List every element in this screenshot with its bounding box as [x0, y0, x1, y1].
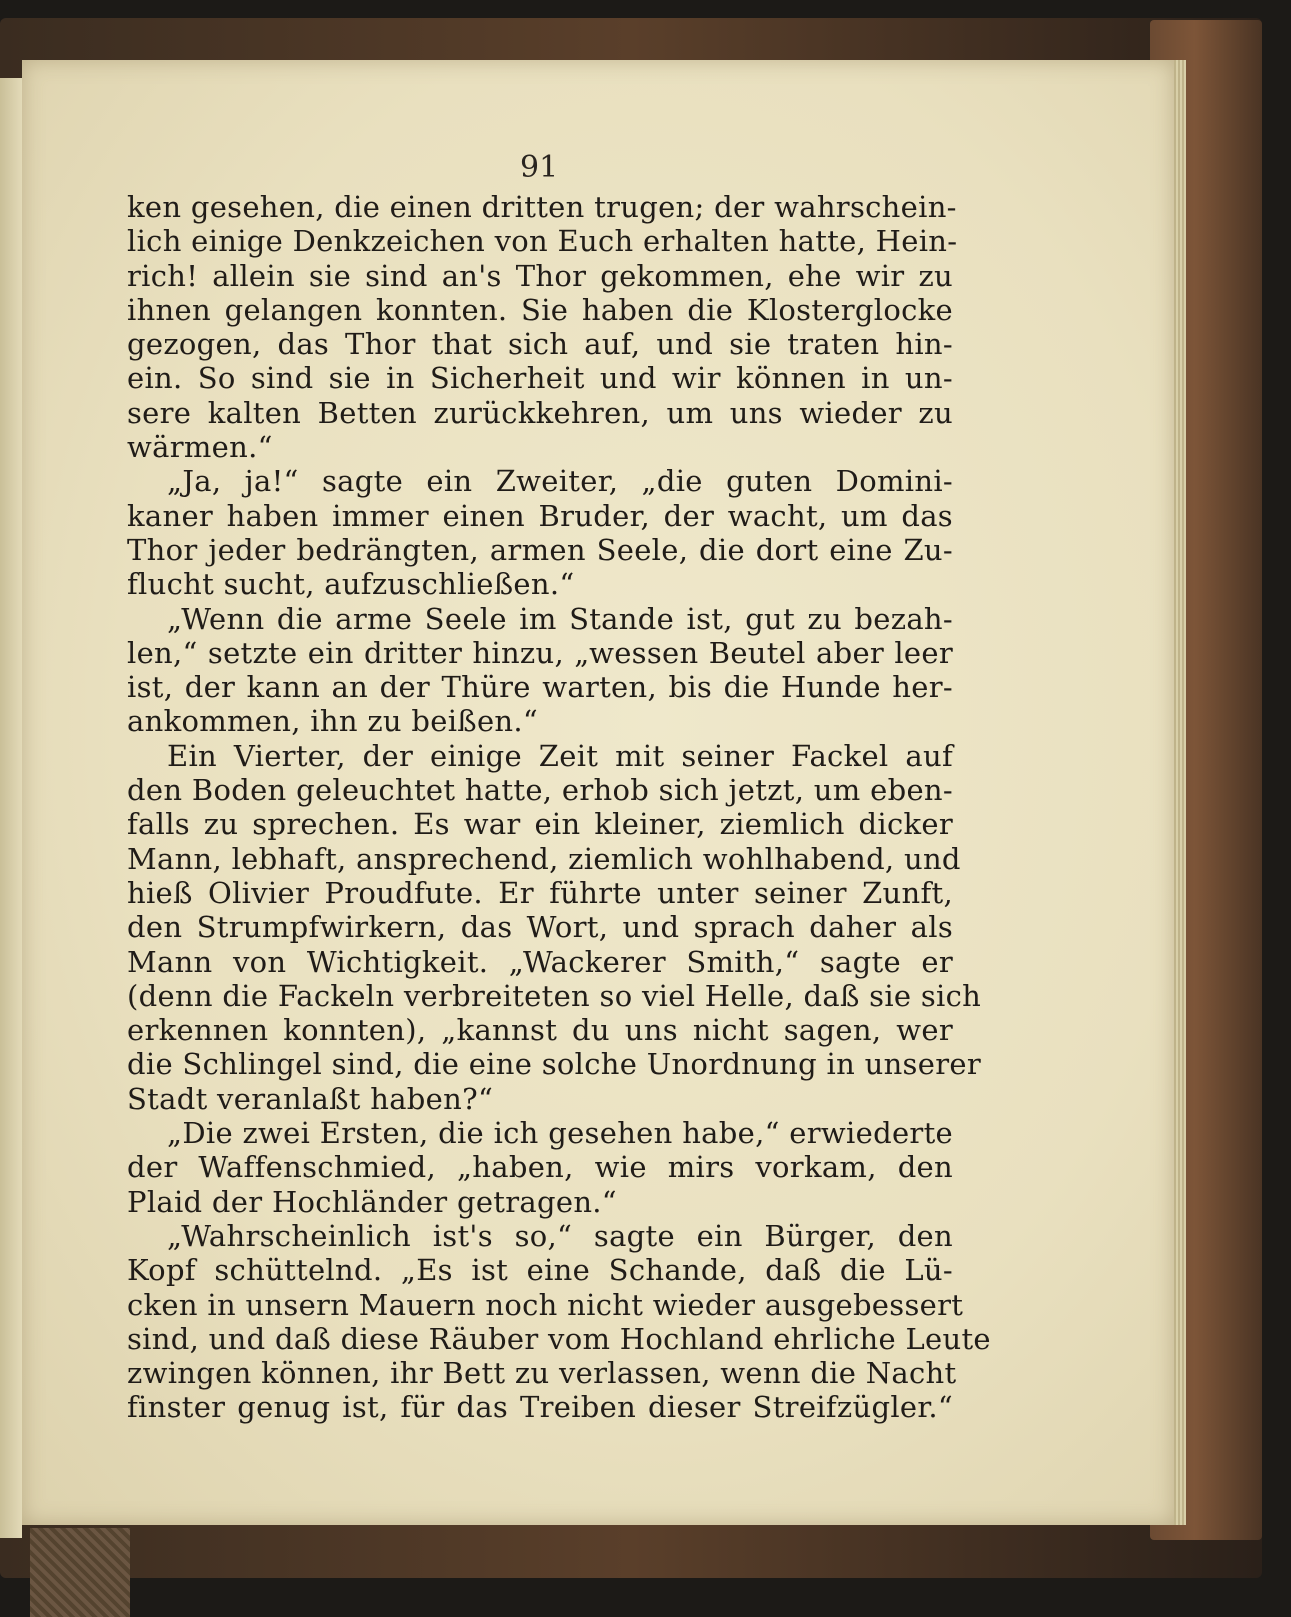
- text-line: „Ja, ja!“ sagte ein Zweiter, „die guten Domini-: [167, 464, 953, 499]
- text-line: lich einige Denkzeichen von Euch erhalten hatte, Hein-: [127, 224, 958, 259]
- text-line: ihnen gelangen konnten. Sie haben die Klosterglocke: [127, 292, 953, 327]
- text-line: gezogen, das Thor that sich auf, und sie traten hin-: [127, 327, 953, 362]
- text-line: cken in unsern Mauern noch nicht wieder ausgebessert: [127, 1287, 964, 1322]
- text-line: Mann, lebhaft, ansprechend, ziemlich wohlhabend, und: [127, 841, 961, 876]
- text-line: kaner haben immer einen Bruder, der wacht, um das: [127, 498, 953, 533]
- text-line: zwingen können, ihr Bett zu verlassen, wenn die Nacht: [127, 1356, 957, 1391]
- text-line: den Strumpfwirkern, das Wort, und sprach daher als: [127, 910, 953, 945]
- text-line: Plaid der Hochländer getragen.“: [127, 1184, 617, 1219]
- text-line: „Wahrscheinlich ist's so,“ sagte ein Bürger, den: [167, 1218, 953, 1253]
- text-line: rich! allein sie sind an's Thor gekommen, ehe wir zu: [127, 258, 953, 293]
- text-line: Ein Vierter, der einige Zeit mit seiner Fackel auf: [167, 738, 953, 773]
- page-number: 91: [520, 150, 559, 185]
- text-line: ankommen, ihn zu beißen.“: [127, 704, 539, 739]
- text-line: ken gesehen, die einen dritten trugen; der wahrschein-: [127, 190, 957, 224]
- text-line: ist, der kann an der Thüre warten, bis die Hunde her-: [127, 670, 953, 705]
- text-line: Stadt veranlaßt haben?“: [127, 1081, 494, 1116]
- text-line: Thor jeder bedrängten, armen Seele, die dort eine Zu-: [127, 532, 953, 567]
- text-line: sere kalten Betten zurückkehren, um uns wieder zu: [127, 395, 953, 430]
- text-line: Mann von Wichtigkeit. „Wackerer Smith,“ sagte er: [127, 944, 953, 979]
- text-line: hieß Olivier Proudfute. Er führte unter seiner Zunft,: [127, 875, 953, 910]
- page-text: [127, 190, 991, 1425]
- text-line: falls zu sprechen. Es war ein kleiner, ziemlich dicker: [127, 807, 953, 842]
- text-line: erkennen konnten), „kannst du uns nicht sagen, wer: [127, 1013, 953, 1048]
- text-line: den Boden geleuchtet hatte, erhob sich jetzt, um eben-: [127, 773, 953, 808]
- text-line: der Waffenschmied, „haben, wie mirs vorkam, den: [127, 1150, 953, 1185]
- text-line: len,“ setzte ein dritter hinzu, „wessen Beutel aber leer: [127, 635, 953, 670]
- facing-page-edge: [0, 78, 22, 1538]
- text-line: die Schlingel sind, die eine solche Unordnung in unserer: [127, 1047, 981, 1082]
- text-line: flucht sucht, aufzuschließen.“: [127, 567, 575, 602]
- text-line: wärmen.“: [127, 430, 273, 465]
- text-line: Kopf schüttelnd. „Es ist eine Schande, daß die Lü-: [127, 1253, 953, 1288]
- binding-cloth: [30, 1528, 130, 1617]
- text-line: finster genug ist, für das Treiben dieser Streifzügler.“: [127, 1390, 953, 1425]
- text-line: sind, und daß diese Räuber vom Hochland ehrliche Leute: [127, 1321, 991, 1356]
- text-line: „Die zwei Ersten, die ich gesehen habe,“ erwiederte: [167, 1116, 953, 1151]
- text-line: (denn die Fackeln verbreiteten so viel Helle, daß sie sich: [127, 978, 982, 1013]
- text-line: ein. So sind sie in Sicherheit und wir können in un-: [127, 361, 953, 396]
- text-line: „Wenn die arme Seele im Stande ist, gut zu bezah-: [167, 601, 953, 636]
